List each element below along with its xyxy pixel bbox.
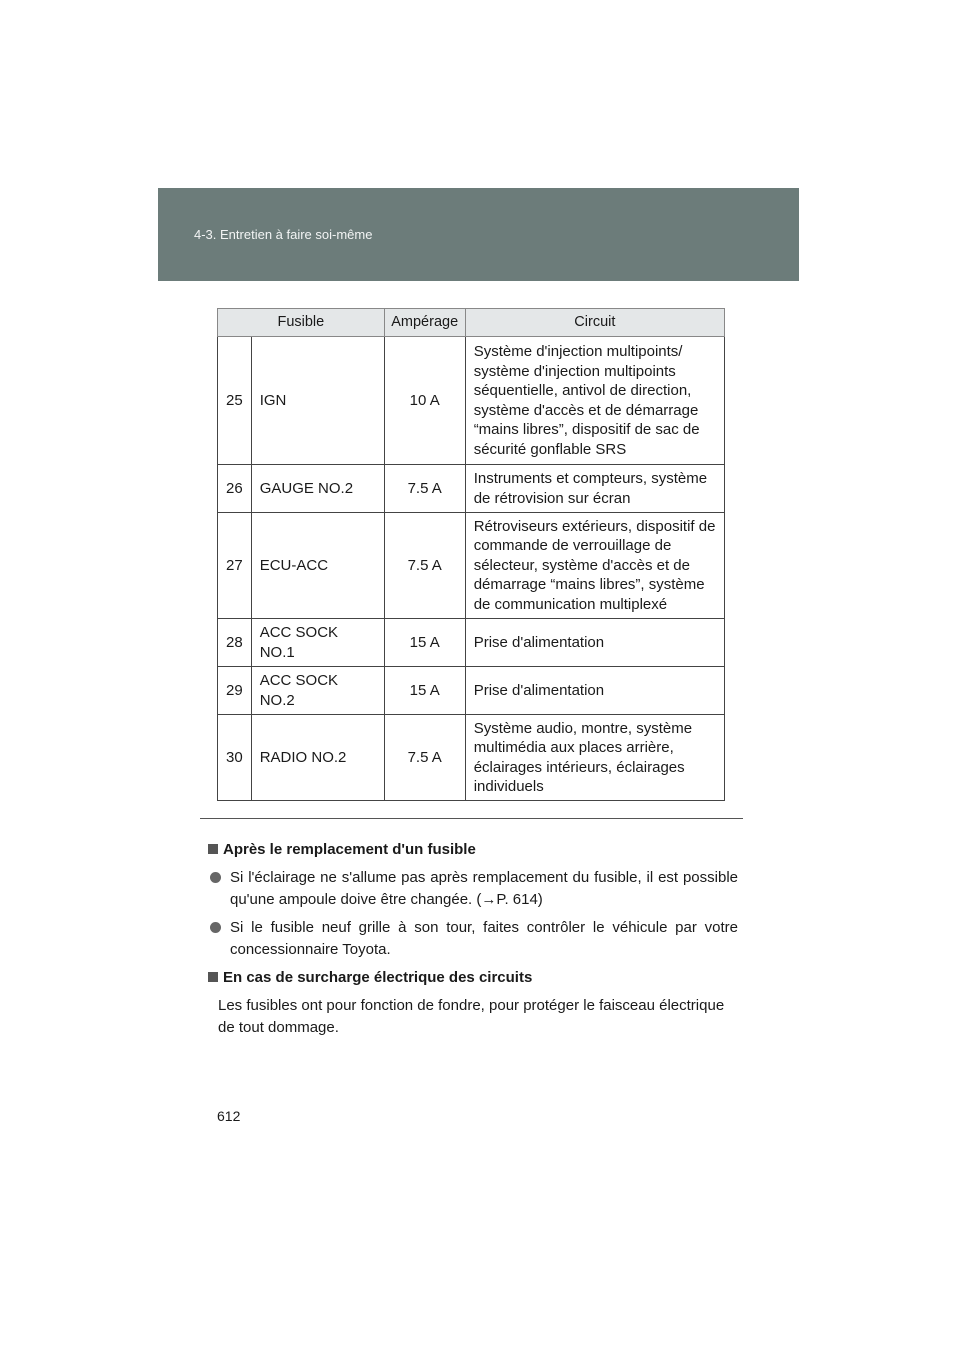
circle-bullet-icon	[210, 872, 221, 883]
fuse-circuit: Prise d'alimentation	[465, 619, 724, 667]
square-bullet-icon	[208, 972, 218, 982]
fuse-number: 25	[218, 337, 252, 465]
fuse-name: ECU-ACC	[251, 513, 384, 619]
note-bullet-text: Si le fusible neuf grille à son tour, faites contrôler le véhicule par votre concessionnaire Toyota.	[230, 919, 738, 958]
fuse-name: IGN	[251, 337, 384, 465]
fuse-number: 30	[218, 715, 252, 801]
fuse-amperage: 7.5 A	[384, 513, 465, 619]
note-heading-text: Après le remplacement d'un fusible	[223, 841, 476, 858]
section-divider	[200, 818, 743, 819]
fuse-name: ACC SOCK NO.1	[251, 619, 384, 667]
fuse-table	[217, 308, 725, 801]
square-bullet-icon	[208, 844, 218, 854]
fuse-amperage: 10 A	[384, 337, 465, 465]
fuse-name: GAUGE NO.2	[251, 465, 384, 513]
fuse-circuit: Prise d'alimentation	[465, 667, 724, 715]
table-row	[218, 513, 725, 619]
note-paragraph: Les fusibles ont pour fonction de fondre, pour protéger le faisceau électrique de tout dommage.	[218, 997, 725, 1036]
fuse-amperage: 15 A	[384, 667, 465, 715]
fuse-circuit: Système audio, montre, système multimédia aux places arrière, éclairages intérieurs, éclairages individuels	[465, 715, 724, 801]
fuse-amperage: 7.5 A	[384, 715, 465, 801]
fuse-number: 27	[218, 513, 252, 619]
section-title: 4-3. Entretien à faire soi-même	[194, 227, 373, 242]
page-number: 612	[217, 1108, 241, 1124]
fuse-name: RADIO NO.2	[251, 715, 384, 801]
notes-section	[208, 835, 738, 1039]
column-header-amperage: Ampérage	[384, 309, 465, 337]
note-heading	[208, 839, 738, 861]
fuse-amperage: 7.5 A	[384, 465, 465, 513]
note-bullet-text: Si l'éclairage ne s'allume pas après remplacement du fusible, il est possible qu'une ampoule doive être changée. (→P. 614)	[230, 869, 738, 908]
note-heading	[208, 967, 738, 989]
fuse-circuit: Système d'injection multipoints/ système d'injection multipoints séquentielle, antivol de direction, système d'accès et de démarrage “mains libres”, dispositif de sac de sécurité gonflable SRS	[465, 337, 724, 465]
note-bullet	[208, 917, 738, 961]
table-row	[218, 465, 725, 513]
fuse-number: 29	[218, 667, 252, 715]
fuse-circuit: Rétroviseurs extérieurs, dispositif de commande de verrouillage de sélecteur, système d'accès et de démarrage “mains libres”, système de communication multiplexé	[465, 513, 724, 619]
fuse-number: 28	[218, 619, 252, 667]
column-header-fuse: Fusible	[218, 309, 385, 337]
table-row	[218, 715, 725, 801]
table-header-row	[218, 309, 725, 337]
table-row	[218, 337, 725, 465]
fuse-number: 26	[218, 465, 252, 513]
table-row	[218, 667, 725, 715]
circle-bullet-icon	[210, 922, 221, 933]
table-row	[218, 619, 725, 667]
fuse-circuit: Instruments et compteurs, système de rétrovision sur écran	[465, 465, 724, 513]
fuse-amperage: 15 A	[384, 619, 465, 667]
note-bullet	[208, 867, 738, 911]
column-header-circuit: Circuit	[465, 309, 724, 337]
fuse-name: ACC SOCK NO.2	[251, 667, 384, 715]
note-heading-text: En cas de surcharge électrique des circuits	[223, 969, 533, 986]
